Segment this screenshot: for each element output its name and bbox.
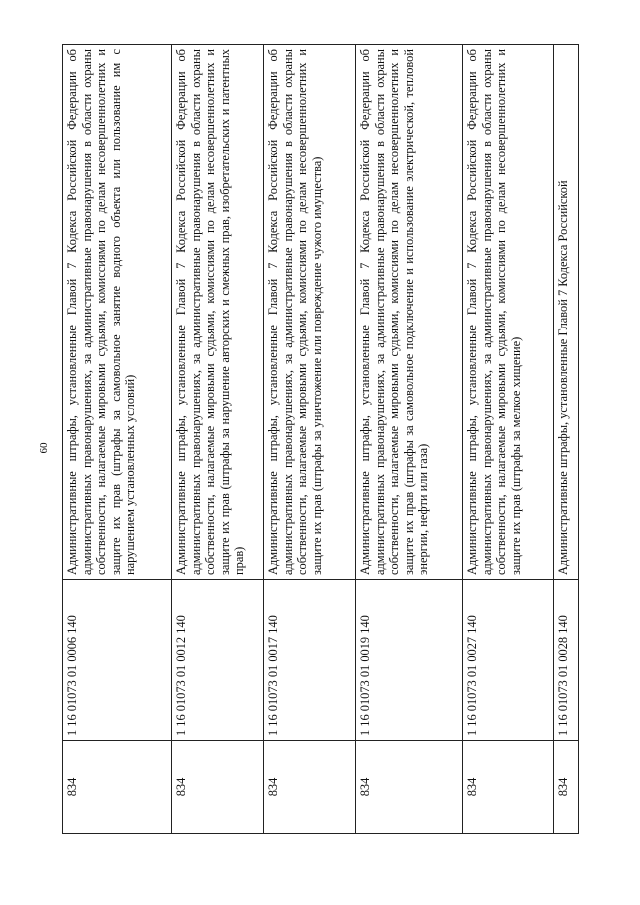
income-name-cell: Административные штрафы, установленные Главой 7 Кодекса Российской Федерации об административных правонарушениях, за административные правонарушения в области охраны собственности, налагаемые мировыми судьями, комиссиями по делам несовершеннолетних и защите их прав (штрафы за мелкое хищение) [463, 45, 554, 580]
income-name-cell: Административные штрафы, установленные Главой 7 Кодекса Российской Федерации об административных правонарушениях, за административные правонарушения в области охраны собственности, налагаемые мировыми судьями, комиссиями по делам несовершеннолетних и защите их прав (штрафы за самовольное занятие водного объекта или пользование им с нарушением установленных условий) [63, 45, 172, 580]
kbk-code-cell: 1 16 01073 01 0019 140 [356, 580, 463, 741]
income-name-cell: Административные штрафы, установленные Главой 7 Кодекса Российской Федерации об административных правонарушениях, за административные правонарушения в области охраны собственности, налагаемые мировыми судьями, комиссиями по делам несовершеннолетних и защите их прав (штрафы за нарушение авторских и смежных прав, изобретательских и патентных прав) [172, 45, 264, 580]
table-row [554, 45, 579, 834]
kbk-code-cell: 1 16 01073 01 0017 140 [264, 580, 356, 741]
admin-code-cell: 834 [554, 741, 579, 834]
table-row [264, 45, 356, 834]
income-name-cell: Административные штрафы, установленные Главой 7 Кодекса Российской Федерации об административных правонарушениях, за административные правонарушения в области охраны собственности, налагаемые мировыми судьями, комиссиями по делам несовершеннолетних и защите их прав (штрафы за уничтожение или повреждение чужого имущества) [264, 45, 356, 580]
kbk-table [62, 44, 579, 834]
table-row [172, 45, 264, 834]
kbk-code-cell: 1 16 01073 01 0028 140 [554, 580, 579, 741]
kbk-code-cell: 1 16 01073 01 0012 140 [172, 580, 264, 741]
table-row [356, 45, 463, 834]
income-name-cell: Административные штрафы, установленные Главой 7 Кодекса Российской [554, 45, 579, 580]
page-number: 60 [38, 442, 50, 454]
admin-code-cell: 834 [63, 741, 172, 834]
admin-code-cell: 834 [172, 741, 264, 834]
kbk-code-cell: 1 16 01073 01 0027 140 [463, 580, 554, 741]
income-name-cell: Административные штрафы, установленные Главой 7 Кодекса Российской Федерации об административных правонарушениях, за административные правонарушения в области охраны собственности, налагаемые мировыми судьями, комиссиями по делам несовершеннолетних и защите их прав (штрафы за самовольное подключение и использование электрической, тепловой энергии, нефти или газа) [356, 45, 463, 580]
admin-code-cell: 834 [463, 741, 554, 834]
admin-code-cell: 834 [264, 741, 356, 834]
kbk-code-cell: 1 16 01073 01 0006 140 [63, 580, 172, 741]
admin-code-cell: 834 [356, 741, 463, 834]
table-row [63, 45, 172, 834]
table-row [463, 45, 554, 834]
